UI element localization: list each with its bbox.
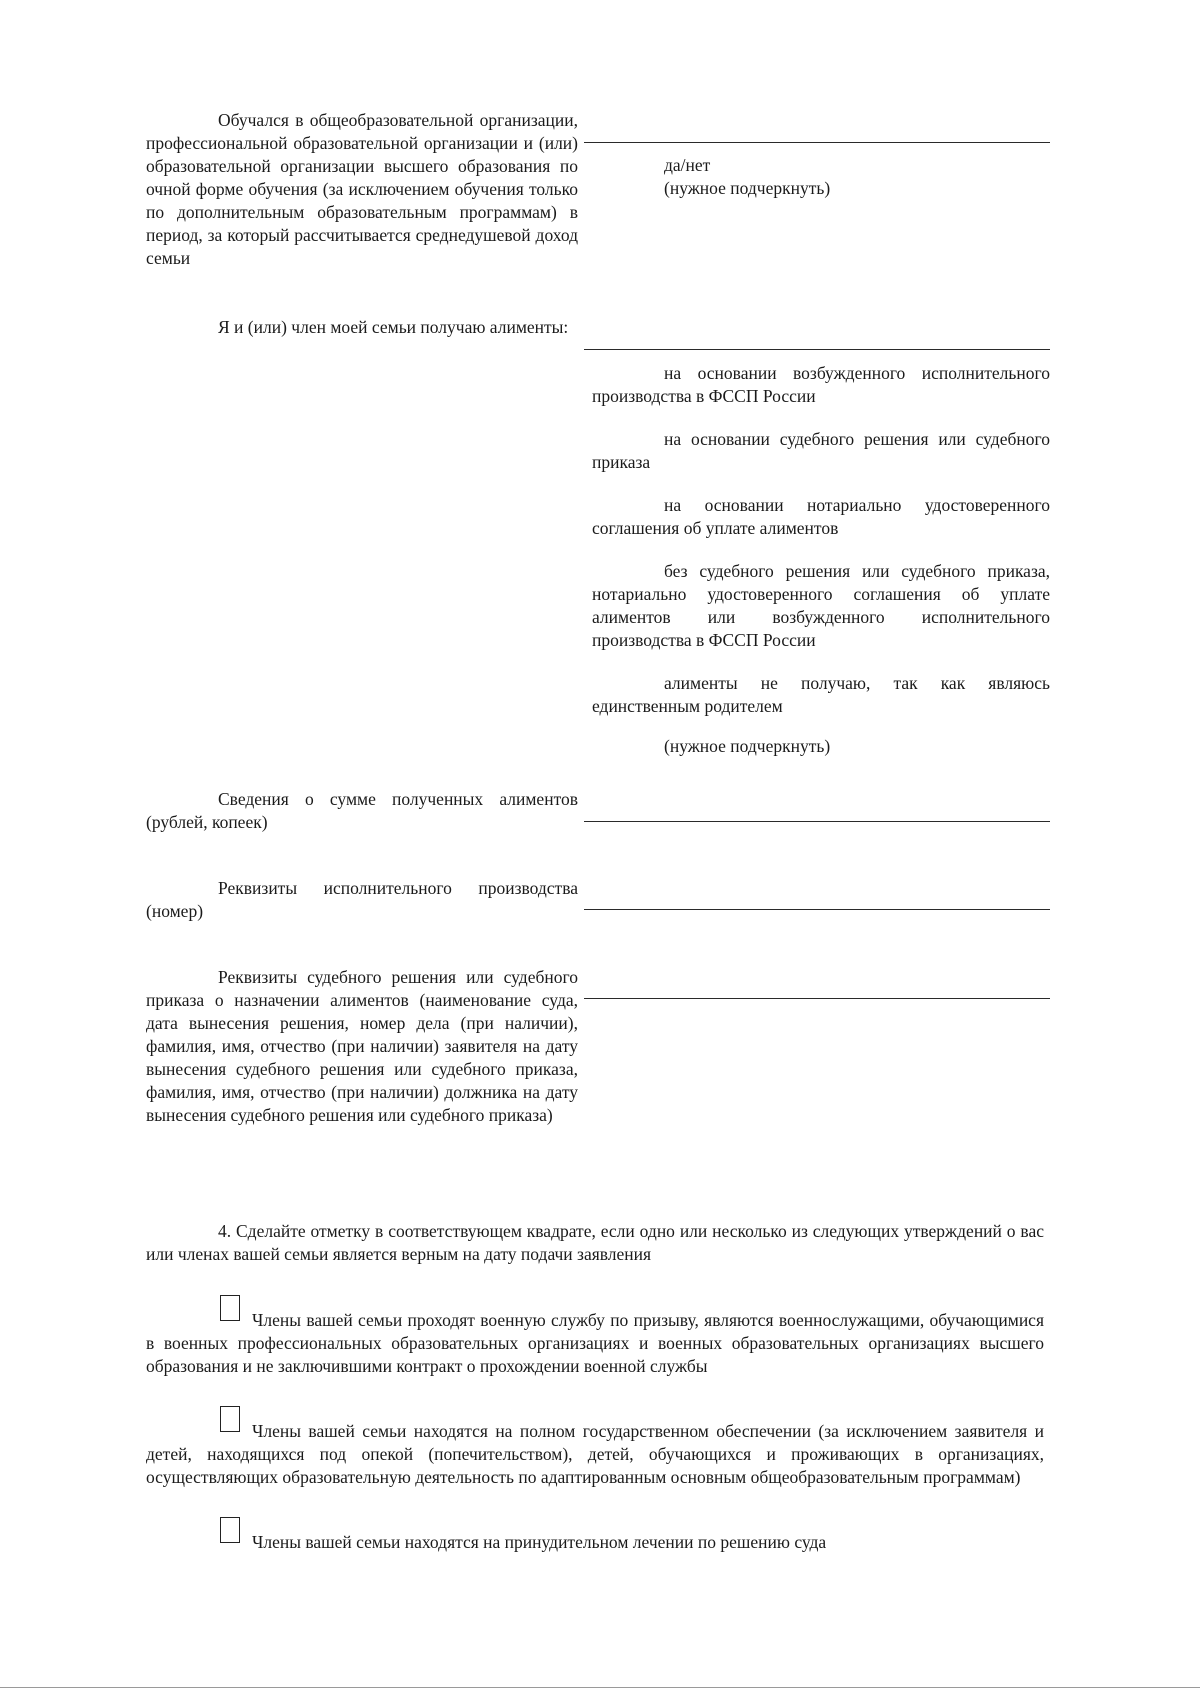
alimony-answer-line[interactable] (584, 349, 1050, 350)
court-line[interactable] (584, 998, 1050, 999)
alimony-option[interactable]: на основании нотариально удостоверенного соглашения об уплате алиментов (592, 495, 1050, 538)
alimony-hint: (нужное подчеркнуть) (664, 736, 831, 756)
scan-edge-line (0, 1687, 1200, 1688)
education-answer-options[interactable]: да/нет (664, 155, 711, 175)
education-answer (592, 154, 1050, 200)
alimony-options (592, 362, 1050, 758)
statement-text: Члены вашей семьи находятся на полном государственном обеспечении (за исключением заявителя и детей, находящихся под опекой (попечительством), детей, обучающихся и проживающих в организациях, осуществляющих образовательную деятельность по адаптированным основным общеобразовательным программам) (146, 1421, 1044, 1487)
alimony-option[interactable]: на основании судебного решения или судебного приказа (592, 429, 1050, 472)
education-answer-line[interactable] (584, 142, 1050, 143)
alimony-option[interactable]: без судебного решения или судебного приказа, нотариально удостоверенного соглашения об уплате алиментов или возбужденного исполнительного производства в ФССП России (592, 561, 1050, 650)
statement-text: Члены вашей семьи находятся на принудительном лечении по решению суда (252, 1532, 827, 1552)
checkbox[interactable] (220, 1295, 240, 1321)
court-label: Реквизиты судебного решения или судебного приказа о назначении алиментов (наименование суда, дата вынесения решения, номер дела (при наличии), фамилия, имя, отчество (при наличии) заявителя на дату вынесения судебного решения или судебного приказа, фамилия, имя, отчество (при наличии) должника на дату вынесения судебного решения или судебного приказа) (146, 967, 578, 1125)
enforcement-line[interactable] (584, 909, 1050, 910)
statement-item (146, 1420, 1044, 1489)
statement-text: Члены вашей семьи проходят военную службу по призыву, являются военнослужащими, обучающимися в военных профессиональных образовательных организациях и военных образовательных организациях высшего образования и не заключившими контракт о прохождении военной службы (146, 1310, 1044, 1376)
statement-item (146, 1531, 1044, 1554)
enforcement-label: Реквизиты исполнительного производства (номер) (146, 878, 578, 921)
education-question: Обучался в общеобразовательной организации, профессиональной образовательной организации и (или) образовательной организации высшего образования по очной форме обучения (за исключением обучения только по дополнительным образовательным программам) в период, за который рассчитывается среднедушевой доход семьи (146, 110, 578, 268)
alimony-amount-label: Сведения о сумме полученных алиментов (рублей, копеек) (146, 789, 578, 832)
section-4 (146, 1220, 1044, 1554)
section-4-intro: 4. Сделайте отметку в соответствующем квадрате, если одно или несколько из следующих утверждений о вас или членах вашей семьи является верным на дату подачи заявления (146, 1221, 1044, 1264)
statement-item (146, 1309, 1044, 1378)
alimony-amount-line[interactable] (584, 821, 1050, 822)
checkbox[interactable] (220, 1517, 240, 1543)
alimony-question: Я и (или) член моей семьи получаю алименты: (218, 317, 569, 337)
alimony-option[interactable]: на основании возбужденного исполнительного производства в ФССП России (592, 363, 1050, 406)
alimony-option[interactable]: алименты не получаю, так как являюсь единственным родителем (592, 673, 1050, 716)
education-answer-hint: (нужное подчеркнуть) (664, 178, 831, 198)
checkbox[interactable] (220, 1406, 240, 1432)
